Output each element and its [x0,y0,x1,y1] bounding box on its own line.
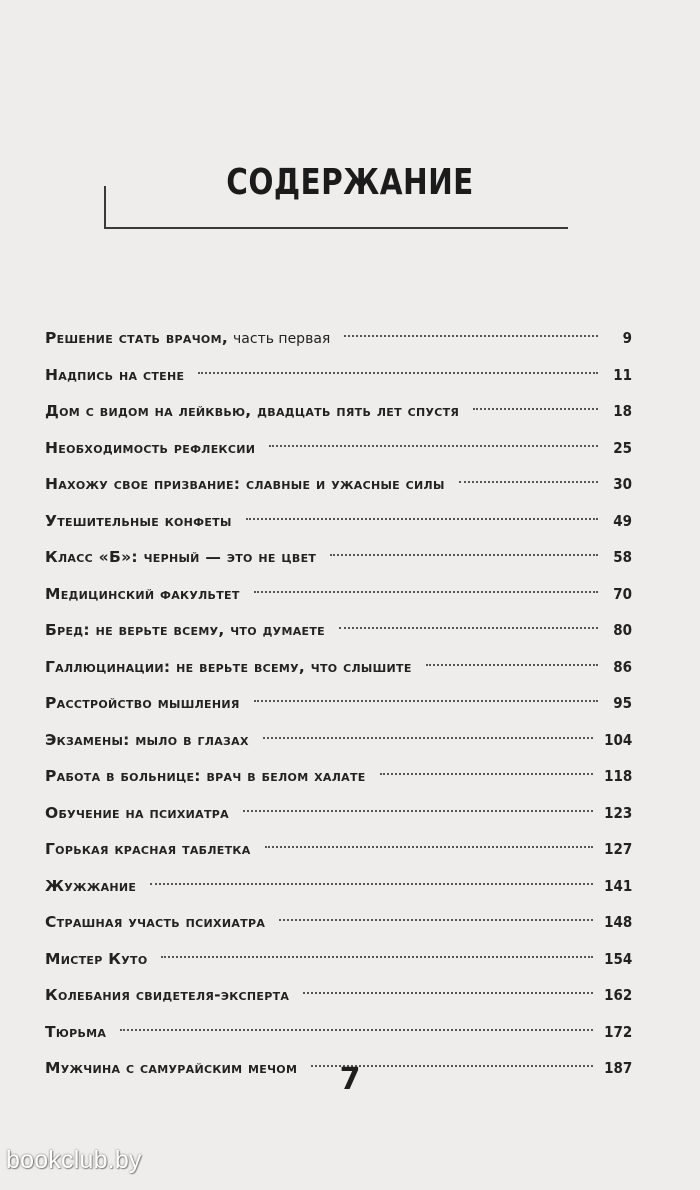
toc-dot-leader [263,737,593,739]
toc-entry-page: 141 [603,876,632,895]
toc-entry [45,758,632,795]
toc-entry-title: Нахожу свое призвание: славные и ужасные силы [45,475,445,493]
toc-entry [45,1014,632,1051]
toc-entry [45,795,632,832]
toc-entry [45,904,632,941]
toc-dot-leader [303,992,592,994]
toc-entry-title: Надпись на стене [45,365,185,384]
toc-entry-page: 154 [603,949,632,968]
toc-entry-title: Утешительные конфеты [45,511,232,530]
toc-dot-leader [269,445,598,447]
toc-dot-leader [279,919,593,921]
toc-entry [45,685,632,722]
toc-entry-title: Класс «Б»: черный — это не цвет [45,548,317,566]
toc-entry-page: 58 [613,548,632,566]
toc-entry [45,977,632,1014]
toc-entry-page: 127 [603,840,632,858]
toc-entry-page: 30 [613,475,632,493]
toc-entry-title: Решение стать врачом, [45,329,229,347]
toc-entry-page: 70 [613,584,632,603]
toc-entry-page: 162 [603,986,632,1004]
toc-entry-page: 9 [622,329,632,347]
toc-entry-title: Дом с видом на лейквью, двадцать пять лет спустя [45,402,460,420]
toc-entry-title: Колебания свидетеля-эксперта [45,986,290,1004]
toc-entry [45,612,632,649]
toc-dot-leader [246,518,598,520]
toc-entry-page: 172 [603,1022,632,1041]
toc-entry-page: 118 [603,767,632,785]
page-number: 7 [339,1062,361,1097]
toc-entry [45,539,632,576]
toc-entry-title: Горькая красная таблетка [45,840,251,858]
toc-entry-title: Мужчина с самурайским мечом [45,1059,298,1077]
toc-entry-page: 187 [603,1059,632,1077]
toc-entry-title: Обучение на психиатра [45,803,229,822]
toc-dot-leader [473,408,598,410]
toc-entry [45,393,632,430]
toc-dot-leader [344,335,598,337]
toc-dot-leader [426,664,598,666]
toc-entry-page: 86 [613,657,632,676]
toc-entry-title: Мистер Куто [45,949,148,968]
toc-entry-page: 25 [613,438,632,457]
toc-dot-leader [459,481,598,483]
toc-dot-leader [161,956,592,958]
toc-entry-page: 148 [603,913,632,931]
toc-dot-leader [150,883,592,885]
toc-dot-leader [254,591,598,593]
toc-entry-title: Расстройство мышления [45,694,240,712]
toc-entry-page: 80 [613,621,632,639]
toc-dot-leader [265,846,593,848]
toc-dot-leader [380,773,593,775]
toc-entry [45,868,632,905]
toc-entry-page: 95 [613,694,632,712]
toc-entry-title: Экзамены: мыло в глазах [45,730,249,749]
toc-entry [45,320,632,357]
toc-entry-title: Бред: не верьте всему, что думаете [45,621,325,639]
toc-entry [45,941,632,978]
toc-dot-leader [330,554,598,556]
toc-entry-title: Необходимость рефлексии [45,438,256,457]
watermark: bookclub.by [6,1146,142,1174]
toc-entry-page: 123 [603,803,632,822]
toc-dot-leader [198,372,598,374]
toc-dot-leader [243,810,593,812]
table-of-contents [45,320,632,1087]
toc-entry-subtitle: часть первая [233,331,331,347]
toc-entry-title: Медицинский факультет [45,584,240,603]
toc-entry [45,831,632,868]
toc-entry-page: 104 [603,730,632,749]
toc-entry-title: Страшная участь психиатра [45,913,266,931]
toc-entry [45,649,632,686]
toc-entry-title: Жужжание [45,876,137,895]
toc-entry [45,722,632,759]
toc-entry-title: Галлюцинации: не верьте всему, что слышите [45,657,412,676]
toc-dot-leader [339,627,598,629]
toc-entry-title: Работа в больнице: врач в белом халате [45,767,366,785]
toc-entry [45,357,632,394]
toc-entry-page: 18 [613,402,632,420]
toc-entry [45,466,632,503]
toc-entry [45,430,632,467]
toc-dot-leader [254,700,598,702]
toc-entry-title: Тюрьма [45,1022,107,1041]
toc-entry [45,503,632,540]
toc-entry-page: 49 [613,511,632,530]
toc-entry [45,576,632,613]
toc-entry-page: 11 [613,365,632,384]
toc-dot-leader [120,1029,592,1031]
page-title: СОДЕРЖАНИЕ [226,162,474,203]
